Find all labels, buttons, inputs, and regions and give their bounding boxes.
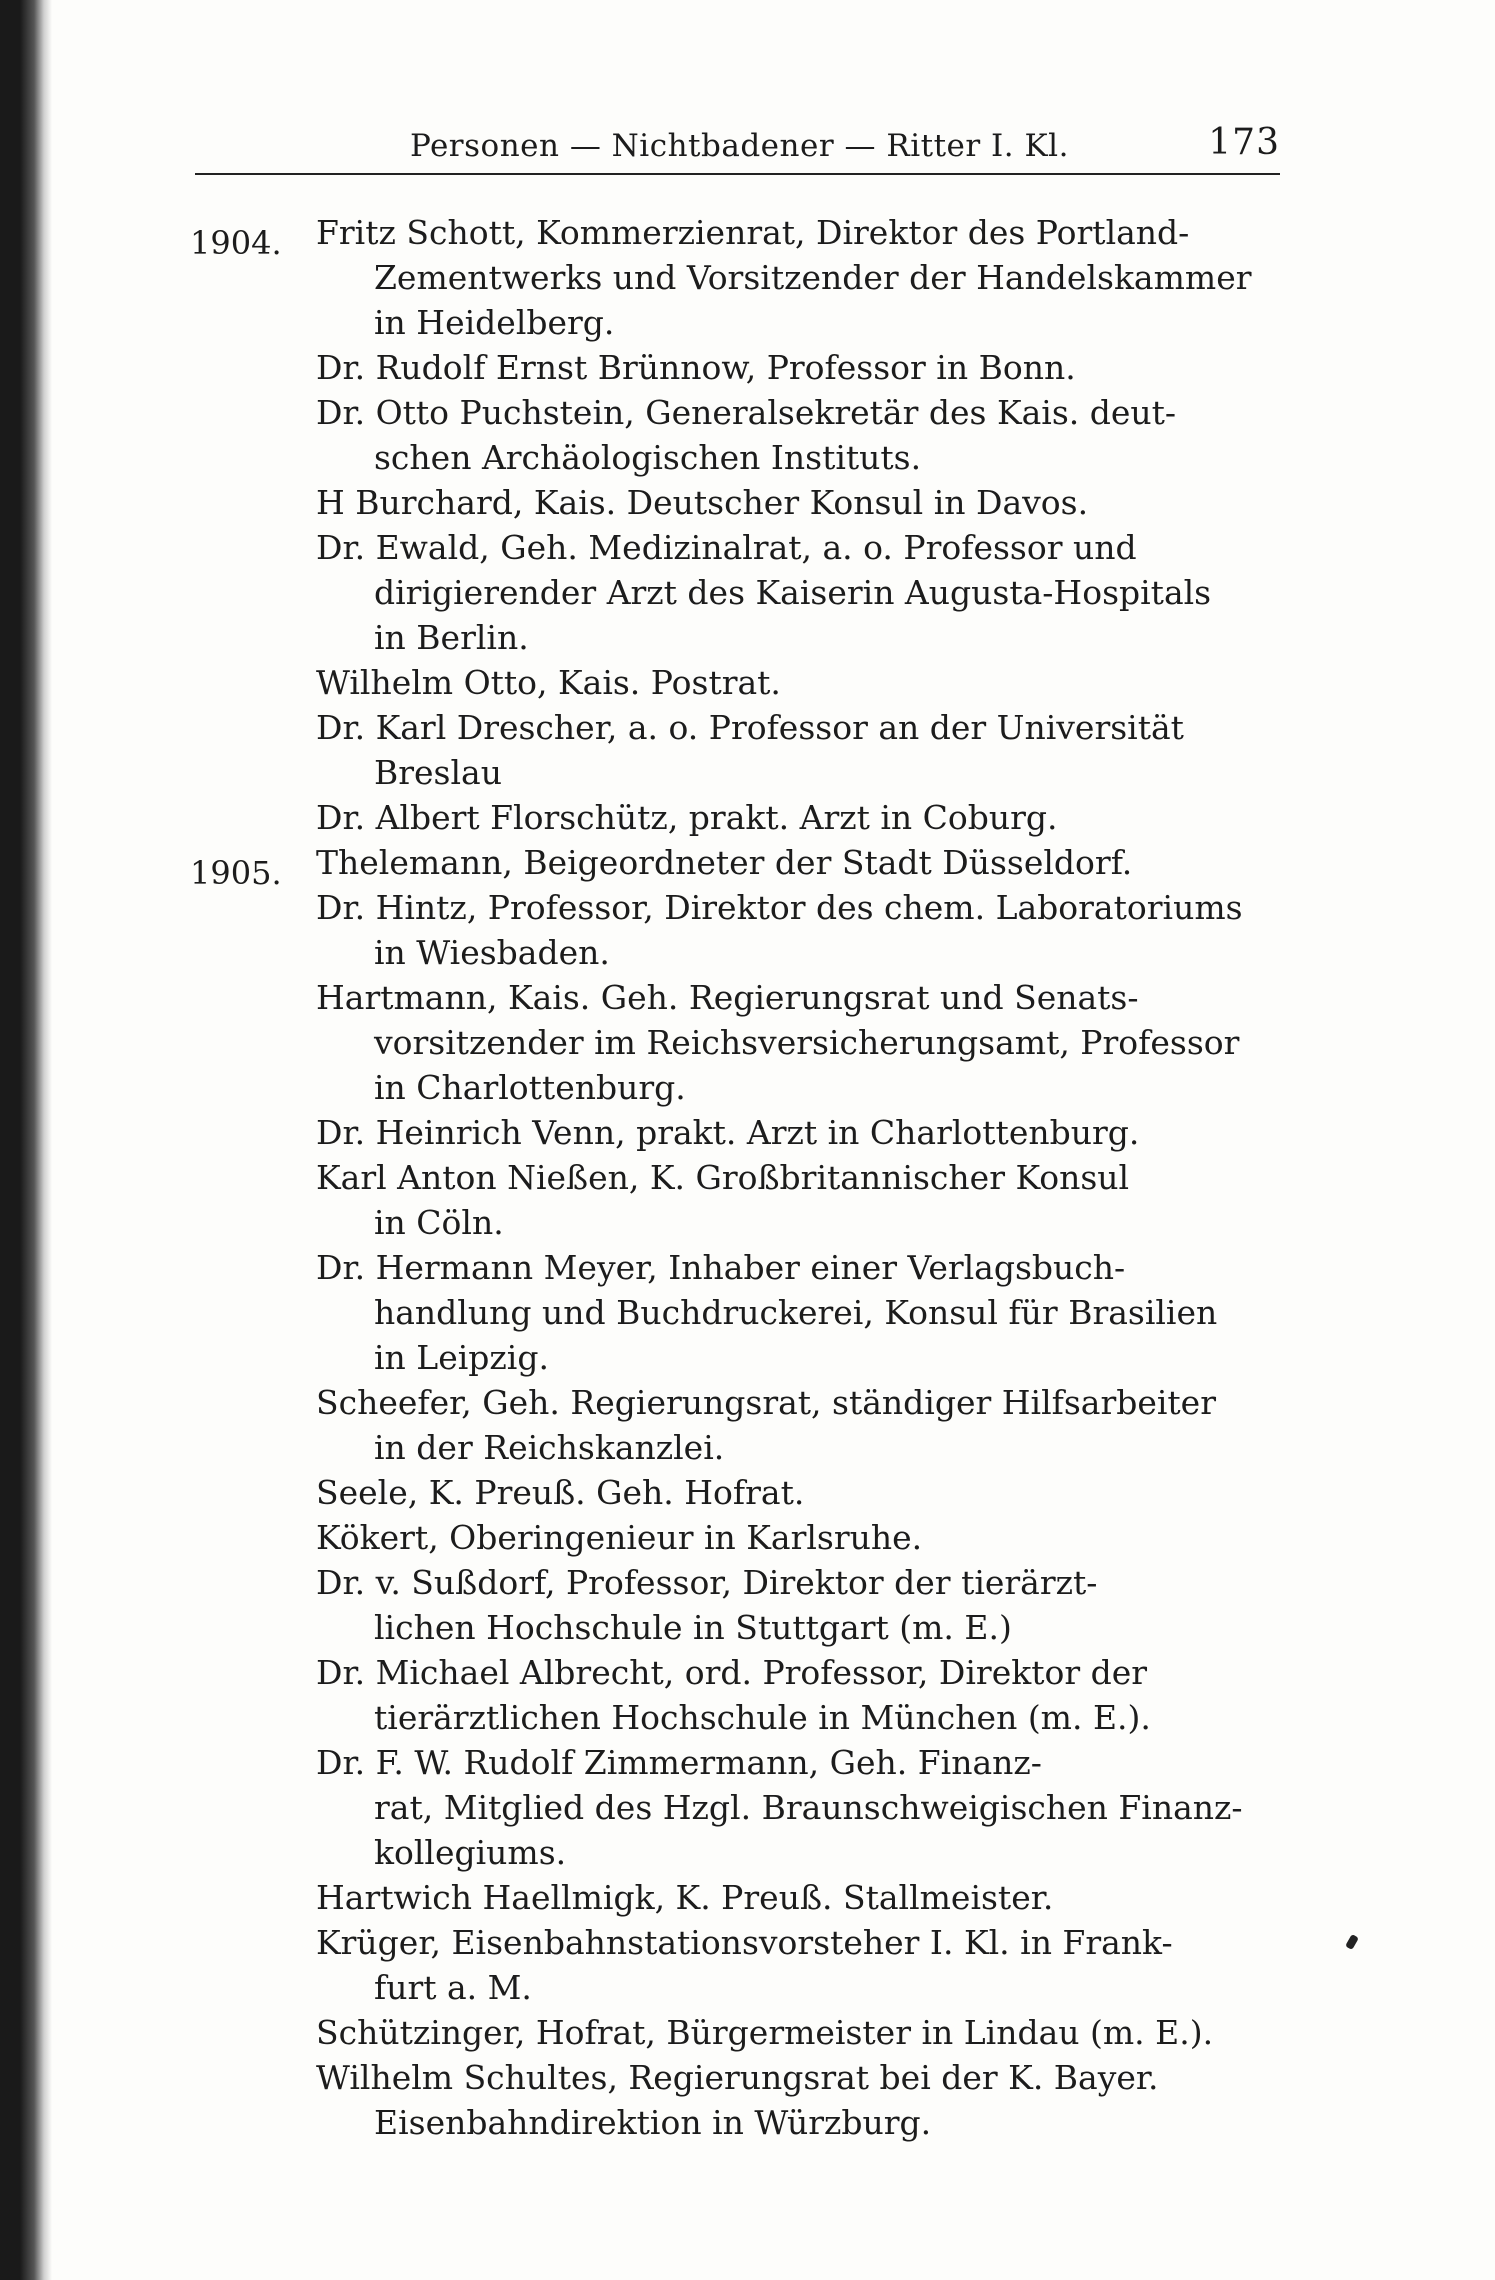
- entry-line: Fritz Schott, Kommerzienrat, Direktor des Portland-: [316, 213, 1190, 252]
- list-item: [190, 1515, 1295, 1560]
- entry-line: Hartwich Haellmigk, K. Preuß. Stallmeister.: [316, 1878, 1054, 1917]
- list-item: [190, 1560, 1295, 1650]
- entry-continuation-line: dirigierender Arzt des Kaiserin Augusta-Hospitals: [374, 573, 1212, 612]
- scanned-page-edge: [0, 0, 52, 2280]
- entry-continuation-line: in Cöln.: [374, 1203, 504, 1242]
- list-item: [190, 660, 1295, 705]
- entry-continuation-line: handlung und Buchdruckerei, Konsul für Brasilien: [374, 1293, 1218, 1332]
- entry-continuation-line: Breslau: [374, 753, 502, 792]
- entry-line: Dr. v. Sußdorf, Professor, Direktor der tierärzt-: [316, 1563, 1098, 1602]
- entry-line: Karl Anton Nießen, K. Großbritannischer Konsul: [316, 1158, 1130, 1197]
- entry-continuation-line: rat, Mitglied des Hzgl. Braunschweigischen Finanz-: [374, 1788, 1243, 1827]
- list-item: [190, 1740, 1295, 1875]
- entry-line: Wilhelm Otto, Kais. Postrat.: [316, 663, 781, 702]
- list-item: [190, 1920, 1295, 2010]
- entry-line: Dr. Hintz, Professor, Direktor des chem. Laboratoriums: [316, 888, 1243, 927]
- entry-continuation-line: in der Reichskanzlei.: [374, 1428, 725, 1467]
- entry-line: H Burchard, Kais. Deutscher Konsul in Davos.: [316, 483, 1089, 522]
- entry-continuation-line: Eisenbahndirektion in Würzburg.: [374, 2103, 932, 2142]
- entry-continuation-line: in Berlin.: [374, 618, 529, 657]
- list-item: [190, 975, 1295, 1110]
- running-title: Personen — Nichtbadener — Ritter I. Kl.: [410, 128, 1069, 164]
- list-item: [190, 2010, 1295, 2055]
- list-item: [190, 1245, 1295, 1380]
- entry-line: Dr. F. W. Rudolf Zimmermann, Geh. Finanz-: [316, 1743, 1042, 1782]
- entry-line: Hartmann, Kais. Geh. Regierungsrat und Senats-: [316, 978, 1139, 1017]
- entry-line: Dr. Otto Puchstein, Generalsekretär des Kais. deut-: [316, 393, 1177, 432]
- entry-line: Dr. Rudolf Ernst Brünnow, Professor in Bonn.: [316, 348, 1076, 387]
- entry-line: Thelemann, Beigeordneter der Stadt Düsseldorf.: [316, 843, 1133, 882]
- entry-continuation-line: in Leipzig.: [374, 1338, 549, 1377]
- entry-line: Wilhelm Schultes, Regierungsrat bei der K. Bayer.: [316, 2058, 1159, 2097]
- list-item: [190, 210, 1295, 345]
- list-item: [190, 480, 1295, 525]
- entry-line: Scheefer, Geh. Regierungsrat, ständiger Hilfsarbeiter: [316, 1383, 1216, 1422]
- list-item: [190, 705, 1295, 795]
- header-rule: [195, 173, 1280, 175]
- entry-line: Dr. Ewald, Geh. Medizinalrat, a. o. Professor und: [316, 528, 1137, 567]
- list-item: [190, 1155, 1295, 1245]
- list-item: [190, 885, 1295, 975]
- list-item: [190, 795, 1295, 840]
- page-number: 173: [1208, 122, 1280, 163]
- entry-continuation-line: in Wiesbaden.: [374, 933, 610, 972]
- entry-line: Krüger, Eisenbahnstationsvorsteher I. Kl. in Frank-: [316, 1923, 1173, 1962]
- entry-continuation-line: in Charlottenburg.: [374, 1068, 686, 1107]
- entry-year: 1905.: [190, 854, 282, 892]
- list-item: [190, 1650, 1295, 1740]
- entry-line: Dr. Hermann Meyer, Inhaber einer Verlagsbuch-: [316, 1248, 1126, 1287]
- list-item: [190, 390, 1295, 480]
- entry-continuation-line: tierärztlichen Hochschule in München (m. E.).: [374, 1698, 1151, 1737]
- entry-line: Dr. Michael Albrecht, ord. Professor, Direktor der: [316, 1653, 1148, 1692]
- ink-smudge: [1345, 1934, 1359, 1950]
- entry-line: Seele, K. Preuß. Geh. Hofrat.: [316, 1473, 805, 1512]
- list-item: [190, 1110, 1295, 1155]
- entry-line: Dr. Albert Florschütz, prakt. Arzt in Coburg.: [316, 798, 1058, 837]
- entry-continuation-line: furt a. M.: [374, 1968, 532, 2007]
- entry-line: Dr. Heinrich Venn, prakt. Arzt in Charlottenburg.: [316, 1113, 1140, 1152]
- entry-continuation-line: vorsitzender im Reichsversicherungsamt, Professor: [374, 1023, 1240, 1062]
- list-item: [190, 2055, 1295, 2145]
- entry-list: [190, 210, 1295, 2145]
- entry-continuation-line: Zementwerks und Vorsitzender der Handelskammer: [374, 258, 1252, 297]
- entry-line: Kökert, Oberingenieur in Karlsruhe.: [316, 1518, 923, 1557]
- entry-continuation-line: kollegiums.: [374, 1833, 567, 1872]
- running-header: [200, 110, 1280, 170]
- entry-continuation-line: lichen Hochschule in Stuttgart (m. E.): [374, 1608, 1012, 1647]
- entry-line: Dr. Karl Drescher, a. o. Professor an der Universität: [316, 708, 1184, 747]
- entry-line: Schützinger, Hofrat, Bürgermeister in Lindau (m. E.).: [316, 2013, 1214, 2052]
- list-item: [190, 1470, 1295, 1515]
- list-item: [190, 345, 1295, 390]
- entry-continuation-line: in Heidelberg.: [374, 303, 615, 342]
- list-item: [190, 1380, 1295, 1470]
- entry-continuation-line: schen Archäologischen Instituts.: [374, 438, 922, 477]
- list-item: [190, 1875, 1295, 1920]
- list-item: [190, 840, 1295, 892]
- entry-year: 1904.: [190, 224, 282, 262]
- list-item: [190, 525, 1295, 660]
